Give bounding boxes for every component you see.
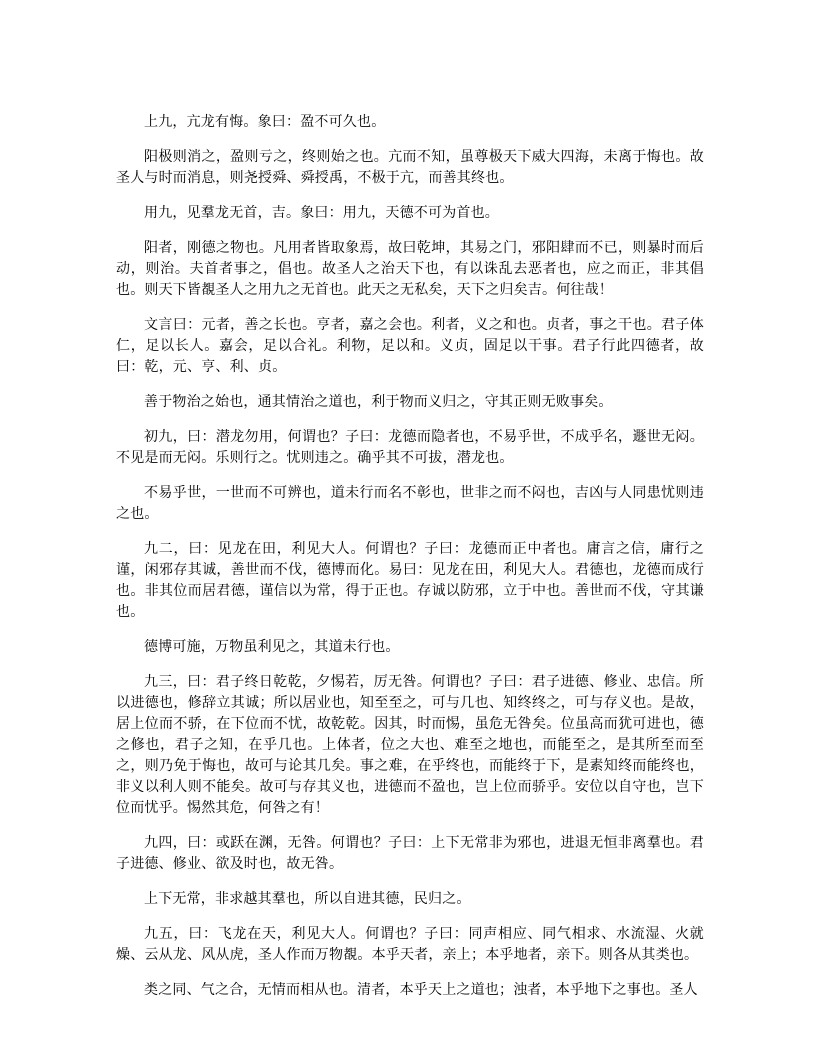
paragraph: 九三，曰：君子终日乾乾，夕惕若，厉无咎。何谓也？子曰：君子进德、修业、忠信。所以进德也，修辞立其诚；所以居业也，知至至之，可与几也、知终终之，可与存义也。是故，居上位而不骄，在下位而不忧，故乾乾。因其，时而惕，虽危无咎矣。位虽高而犹可进也，德之修也，君子之知，在乎几也。上体者，位之大也、难至之地也，而能至之，是其所至而至之，则乃免于悔也，故可与论其几矣。事之难，在乎终也，而能终于下，是素知终而能终也，非义以利人则不能矣。故可与存其义也，进德而不盈也，岂上位而骄乎。安位以自守也，岂下位而忧乎。惕然其危，何咎之有！ — [116, 674, 704, 816]
paragraph: 类之同、气之合，无情而相从也。清者，本乎天上之道也；浊者，本乎地下之事也。圣人 — [144, 982, 698, 998]
paragraph: 初九，曰：潜龙勿用，何谓也？子曰：龙德而隐者也，不易乎世，不成乎名，遯世无闷。不见是而无闷。乐则行之。忧则违之。确乎其不可拔，潜龙也。 — [116, 429, 704, 466]
paragraph: 九四，曰：或跃在渊，无咎。何谓也？子曰：上下无常非为邪也，进退无恒非离羣也。君子进德、修业、欲及时也，故无咎。 — [116, 835, 704, 872]
paragraph: 不易乎世，一世而不可辨也，道未行而名不彰也，世非之而不闷也，吉凶与人同患忧则违之也。 — [116, 485, 704, 522]
paragraph: 九二，曰：见龙在田，利见大人。何谓也？子曰：龙德而正中者也。庸言之信，庸行之谨，闲邪存其诚，善世而不伐，德博而化。易曰：见龙在田，利见大人。君德也，龙德而成行也。非其位而居君德，谨信以为常，得于正也。存诚以防邪，立于中也。善世而不伐，守其谦也。 — [116, 541, 704, 620]
paragraph: 阳极则消之，盈则亏之，终则始之也。亢而不知，虽尊极天下威大四海，未离于悔也。故圣人与时而消息，则尧授舜、舜授禹，不极于亢，而善其终也。 — [116, 149, 704, 186]
paragraph: 善于物治之始也，通其情治之道也，利于物而义归之，守其正则无败事矣。 — [144, 394, 613, 410]
document-page — [116, 112, 704, 1015]
paragraph: 文言曰：元者，善之长也。亨者，嘉之会也。利者，义之和也。贞者，事之干也。君子体仁，足以长人。嘉会，足以合礼。利物，足以和。义贞，固足以干事。君子行此四德者，故曰：乾，元、亨、利、贞。 — [116, 317, 704, 375]
paragraph: 用九，见羣龙无首，吉。象曰：用九，天德不可为首也。 — [144, 205, 499, 221]
paragraph: 上九，亢龙有悔。象曰：盈不可久也。 — [144, 114, 386, 130]
paragraph: 德博可施，万物虽利见之，其道未行也。 — [144, 639, 400, 655]
paragraph: 上下无常，非求越其羣也，所以自进其德，民归之。 — [144, 891, 471, 907]
paragraph: 阳者，刚德之物也。凡用者皆取象焉，故曰乾坤，其易之门，邪阳肆而不已，则暴时而后动，则治。夫首者事之，倡也。故圣人之治天下也，有以诛乱去恶者也，应之而正，非其倡也。则天下皆覩圣人之用九之无首也。此天之无私矣，天下之归矣吉。何往哉！ — [116, 240, 704, 298]
paragraph: 九五，曰：飞龙在天，利见大人。何谓也？子曰：同声相应、同气相求、水流湿、火就燥、云从龙、风从虎，圣人作而万物覩。本乎天者，亲上；本乎地者，亲下。则各从其类也。 — [116, 926, 704, 963]
